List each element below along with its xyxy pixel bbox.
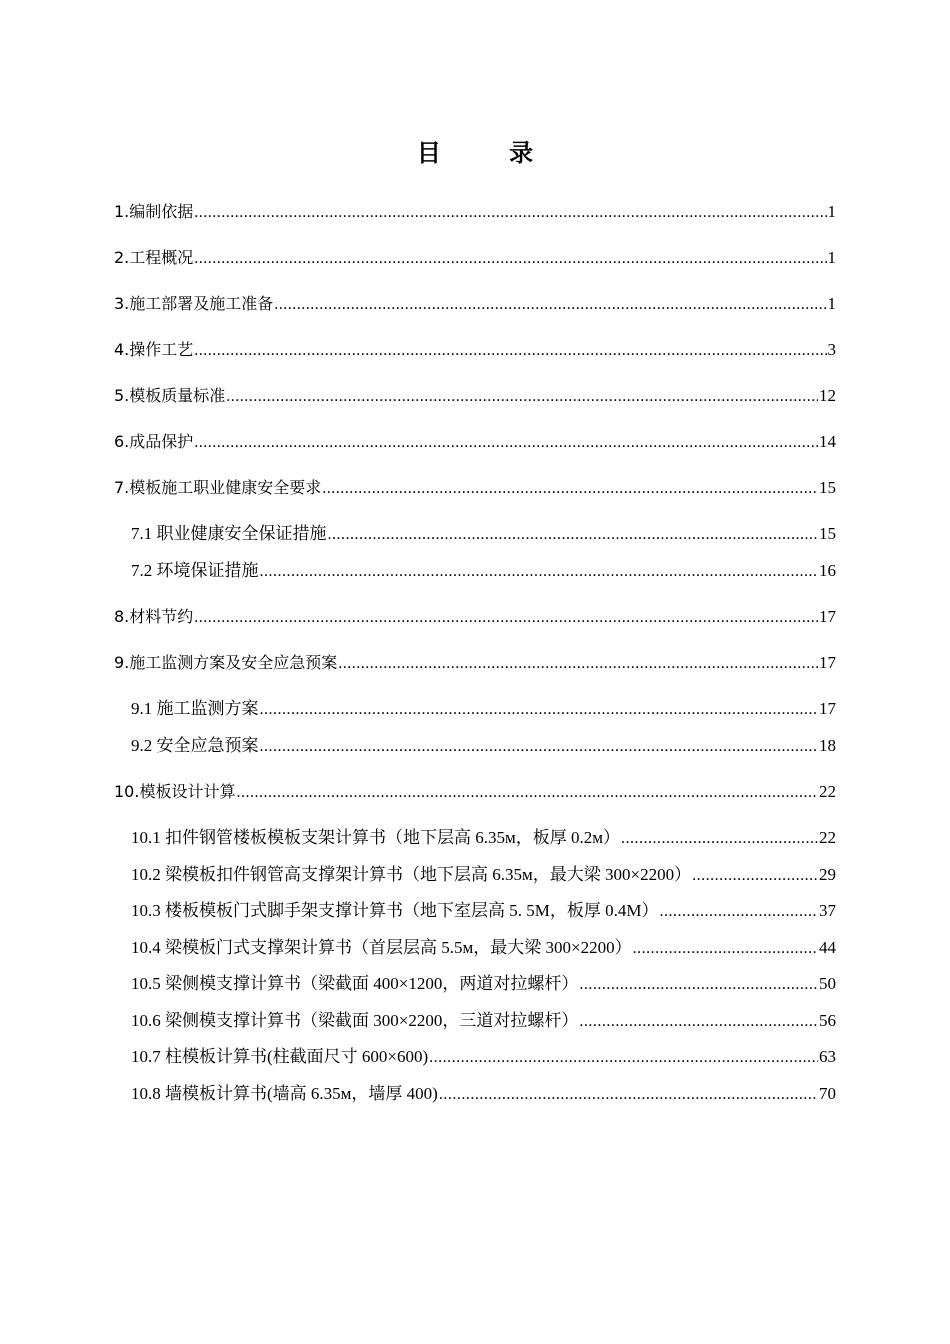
- toc-subentry[interactable]: [131, 936, 836, 960]
- toc-entry-text: 10.8 墙模板计算书(墙高 6.35м，墙厚 400): [131, 1084, 438, 1103]
- toc-entry-text: 10.6 梁侧模支撑计算书（梁截面 300×2200，三道对拉螺杆）: [131, 1011, 579, 1030]
- toc-entry-text: 5.模板质量标准: [114, 386, 226, 405]
- toc-subentry[interactable]: [131, 899, 836, 923]
- toc-entry-text: 10.7 柱模板计算书(柱截面尺寸 600×600): [131, 1047, 429, 1066]
- toc-entry-page: 44: [819, 938, 836, 957]
- toc-entry-text: 1.编制依据: [114, 202, 194, 221]
- toc-dot-leader: [579, 1010, 818, 1034]
- toc-entry[interactable]: [114, 605, 836, 629]
- toc-entry-page: 29: [819, 865, 836, 884]
- toc-title: 目 录: [416, 139, 564, 167]
- toc-entry-page: 17: [819, 607, 836, 626]
- toc-dot-leader: [633, 937, 818, 961]
- toc-entry-page: 15: [819, 524, 836, 543]
- toc-entry-text: 10.2 梁模板扣件钢管高支撑架计算书（地下层高 6.35м，最大梁 300×2200）: [131, 865, 692, 884]
- toc-subentry[interactable]: [131, 826, 836, 850]
- toc-entry-text: 7.2 环境保证措施: [131, 561, 259, 580]
- toc-entry-text: 3.施工部署及施工准备: [114, 294, 274, 313]
- toc-dot-leader: [226, 385, 818, 409]
- toc-dot-leader: [338, 652, 818, 676]
- toc-entry-text: 9.1 施工监测方案: [131, 699, 259, 718]
- toc-subentry[interactable]: [131, 1082, 836, 1106]
- toc-entry-page: 1: [827, 294, 836, 313]
- toc-dot-leader: [194, 247, 826, 271]
- toc-entry[interactable]: [114, 651, 836, 675]
- toc-subentry[interactable]: [131, 1009, 836, 1033]
- toc-entry-text: 10.模板设计计算: [114, 782, 236, 801]
- toc-entry-page: 17: [819, 699, 836, 718]
- toc-subentry[interactable]: [131, 559, 836, 583]
- toc-entry-text: 10.5 梁侧模支撑计算书（梁截面 400×1200，两道对拉螺杆）: [131, 974, 579, 993]
- toc-entry[interactable]: [114, 246, 836, 270]
- toc-dot-leader: [328, 523, 819, 547]
- toc-entry-page: 50: [819, 974, 836, 993]
- toc-dot-leader: [194, 201, 826, 225]
- toc-entry[interactable]: [114, 200, 836, 224]
- toc-subentry[interactable]: [131, 734, 836, 758]
- toc-entry-text: 10.1 扣件钢管楼板模板支架计算书（地下层高 6.35м，板厚 0.2м）: [131, 828, 621, 847]
- toc-dot-leader: [260, 735, 819, 759]
- toc-entry[interactable]: [114, 430, 836, 454]
- toc-entry-page: 16: [819, 561, 836, 580]
- toc-entry-page: 1: [827, 202, 836, 221]
- toc-subentry[interactable]: [131, 863, 836, 887]
- toc-dot-leader: [579, 973, 818, 997]
- toc-entry-text: 8.材料节约: [114, 607, 194, 626]
- toc-entry-page: 1: [827, 248, 836, 267]
- toc-entry-page: 17: [819, 653, 836, 672]
- toc-entry-text: 4.操作工艺: [114, 340, 194, 359]
- toc-entry-page: 14: [819, 432, 836, 451]
- toc-subentry[interactable]: [131, 697, 836, 721]
- toc-dot-leader: [236, 781, 818, 805]
- toc-entry-text: 6.成品保护: [114, 432, 194, 451]
- toc-dot-leader: [194, 431, 818, 455]
- toc-subentry[interactable]: [131, 522, 836, 546]
- toc-entry[interactable]: [114, 780, 836, 804]
- toc-entry-text: 10.3 楼板模板门式脚手架支撑计算书（地下室层高 5. 5M，板厚 0.4M）: [131, 901, 659, 920]
- toc-entry-page: 22: [819, 828, 836, 847]
- toc-subentry[interactable]: [131, 1045, 836, 1069]
- toc-entry-page: 12: [819, 386, 836, 405]
- toc-entry[interactable]: [114, 292, 836, 316]
- toc-dot-leader: [659, 900, 818, 924]
- toc-entry-text: 9.2 安全应急预案: [131, 736, 259, 755]
- toc-dot-leader: [274, 293, 826, 317]
- toc-dot-leader: [692, 864, 818, 888]
- toc-entry-page: 70: [819, 1084, 836, 1103]
- toc-dot-leader: [194, 606, 818, 630]
- toc-entry[interactable]: [114, 476, 836, 500]
- toc-entry-text: 9.施工监测方案及安全应急预案: [114, 653, 338, 672]
- toc-dot-leader: [429, 1046, 818, 1070]
- toc-dot-leader: [439, 1083, 818, 1107]
- toc-entry-page: 37: [819, 901, 836, 920]
- toc-dot-leader: [621, 827, 818, 851]
- toc-entry[interactable]: [114, 338, 836, 362]
- toc-entry-page: 22: [819, 782, 836, 801]
- toc-entry-page: 3: [827, 340, 836, 359]
- toc-entry-text: 10.4 梁模板门式支撑架计算书（首层层高 5.5м，最大梁 300×2200）: [131, 938, 632, 957]
- toc-dot-leader: [322, 477, 818, 501]
- toc-entry-page: 15: [819, 478, 836, 497]
- toc-dot-leader: [260, 560, 819, 584]
- toc-entry-text: 7.1 职业健康安全保证措施: [131, 524, 327, 543]
- toc-entry-text: 7.模板施工职业健康安全要求: [114, 478, 322, 497]
- toc-subentry[interactable]: [131, 972, 836, 996]
- toc-entry[interactable]: [114, 384, 836, 408]
- toc-entry-page: 18: [819, 736, 836, 755]
- toc-entry-page: 56: [819, 1011, 836, 1030]
- toc-dot-leader: [260, 698, 819, 722]
- toc-entry-text: 2.工程概况: [114, 248, 194, 267]
- toc-entry-page: 63: [819, 1047, 836, 1066]
- toc-dot-leader: [194, 339, 826, 363]
